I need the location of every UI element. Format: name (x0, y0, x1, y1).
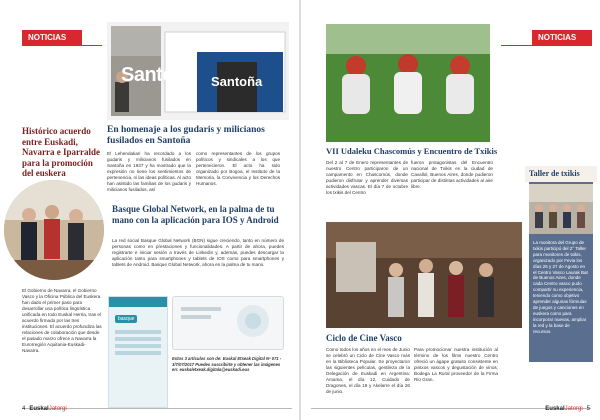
cine-headline: Ciclo de Cine Vasco (326, 333, 402, 343)
cine-photo (326, 222, 522, 328)
footer-left (22, 406, 67, 412)
euskara-headline: Histórico acuerdo entre Euskadi, Navarra e Iparralde para la promoción del euskera (22, 126, 100, 178)
right-page (301, 0, 600, 420)
page-number-left: 4 (22, 406, 26, 412)
taller-headline: Taller de txikis (525, 166, 597, 182)
udaleku-headline: VII Udaleku Chascomús y Encuentro de Txikis (326, 146, 498, 156)
taller-box (529, 168, 593, 362)
photo-caption: Estos 3 artículos son de: Euskal Etxeak Digital Nº 071 - 3/7/07/2017 Puedes suscribirte y obtener las imágenes en: euskaletxeak.digitala@euskadi.eus (172, 356, 282, 372)
logo-right: EuskalJatorgi (545, 406, 583, 412)
udaleku-col2: fueron protagonistas del Encuentro nacional de Txikis en la ciudad de Cavallol, Buenos Aires, donde pudieron participar de distintas actividades al aire libre. (411, 160, 493, 189)
section-tag-left: NOTICIAS (22, 30, 82, 46)
cine-col2: Para promocionar nuestra institución al término de los films nuestro Centro ofreció un ágape gratuito consistente en pintxos vascos y degustación de vinos, Bodega La Rural proveedor de la Firma Rio Gran. (414, 347, 498, 382)
santona-photo (107, 22, 289, 120)
cine-col1: Como todos los años en el mes de Junio se celebró un Ciclo de Cine Vasco más en la Biblioteca Popular. Se proyectaron las siguientes películas, gentileza de la Delegación de Euskadi en Argentina: Amama, el día 12, Cuidado de Dragones, el día 19 y Akelarre el día 26 de junio. (326, 347, 410, 394)
app-header-bar (109, 297, 167, 307)
euskara-body: El Gobierno de Navarra, el Gobierno Vasco y la Oficina Pública del Euskera han dado el primer paso para desarrollar una política lingüística unificada en todo Euskal Herria, tras el acuerdo firmado por las tres instituciones. El acuerdo profundiza las relaciones de colaboración que desde el pasado marzo ofrece a Navarra la Eurorregión Aquitania-Euskadi-Navarra. (22, 288, 102, 353)
santona-col2: como representantes de los grupos políticos y sindicales a los que pertenecieron. El acto ha sido organizado por Bogoa, el Instituto de la Memoria, la Convivencia y los Derechos Humanos. (196, 151, 280, 186)
euskara-photo (4, 180, 104, 280)
santona-sign-text: Santoña (121, 64, 197, 86)
santona-headline: En homenaje a los gudaris y milicianos fusilados en Santoña (107, 125, 265, 146)
taller-body: La monitora del Grupo de txikis participó del 2° Taller para monitores de txikis, organizado por Fevia los días 26 y 27 de Agosto en el Centro Vasco Laurak Bat de Buenos Aires, donde cada Centro vasco pudo compartir su experiencia, teniendo como objetivo aprender algunas fórmulas de juegos y canciones en euskera como para incorporar nuevas, ampliar la red y la base de recursos. (533, 240, 588, 334)
left-page (0, 0, 299, 420)
udaleku-col1: Del 2 al 7 de Enero representantes de nuestro Centro participaron de un campamento en Chascomús, donde pudieron disfrutar y aprender diversas actividades vascas. El día 7 de octubre los txikis del Centro (326, 160, 408, 195)
network-body: La red social Basque Global Network (BGN) sigue creciendo, tanto en número de personas como en prestaciones y funcionalidades. A partir de ahora, puedes registrarte e iniciar sesión a través de Linkedin y, además, puedes descargar la aplicación tanto para smartphones y tablets de IOS como para smartphones y tablets de Android. Basque Global Network, ahora en la palma de tu mano. (112, 238, 284, 267)
network-headline: Basque Global Network, en la palma de tu mano con la aplicación para IOS y Android (112, 204, 279, 225)
udaleku-photo (326, 24, 490, 142)
tag-rule-right (501, 45, 592, 46)
page-number-right: 5 (586, 406, 590, 412)
logo-left: EuskalJatorgi (29, 406, 67, 412)
taller-photo (529, 184, 593, 234)
santona-sign-text-2: Santoña (211, 74, 263, 89)
tag-rule-left (22, 45, 102, 46)
app-name-label: basque (115, 315, 137, 323)
app-screenshot (108, 296, 168, 408)
section-tag-right: NOTICIAS (532, 30, 592, 46)
santona-col1: El Lehendakari ha recordado a los gudaris y milicianos fusilados en Santoña en 1937 y ha mostrado que la expresión no tiene los sentimientos de pertenencia, ni las ideas políticas. Al acto han asistido las familias de los gudaris y milicianos fusilados, así (107, 151, 192, 192)
app-tablet (172, 296, 284, 350)
footer-right (545, 406, 590, 412)
